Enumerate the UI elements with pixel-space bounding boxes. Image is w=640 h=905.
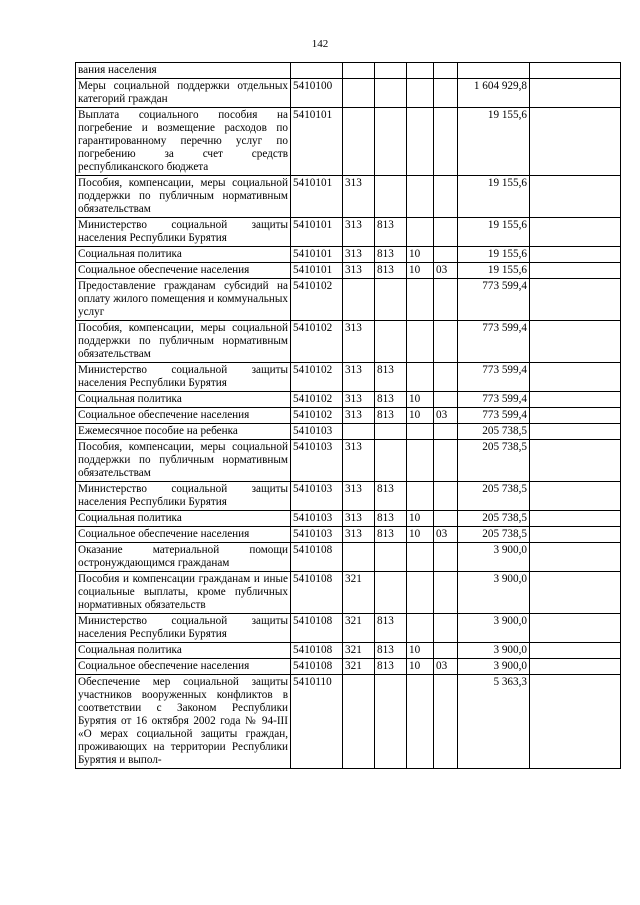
row-name-cell: Ежемесячное пособие на ребенка xyxy=(76,424,291,440)
row-vedomstvo-cell: 813 xyxy=(375,527,407,543)
row-sum-cell: 773 599,4 xyxy=(458,363,530,392)
row-podrazdel-cell xyxy=(434,63,458,79)
row-empty-cell xyxy=(530,63,621,79)
row-name-cell: Социальное обеспечение населения xyxy=(76,263,291,279)
row-sum-cell: 19 155,6 xyxy=(458,108,530,176)
row-name-cell: Пособия, компенсации, меры социальной поддержки по публичным нормативным обязательствам xyxy=(76,176,291,218)
row-group-cell: 313 xyxy=(343,527,375,543)
row-code-cell: 5410103 xyxy=(291,482,343,511)
row-vedomstvo-cell xyxy=(375,279,407,321)
row-sum-cell: 773 599,4 xyxy=(458,392,530,408)
row-empty-cell xyxy=(530,614,621,643)
row-empty-cell xyxy=(530,408,621,424)
row-razdel-cell xyxy=(407,543,434,572)
row-sum-cell: 3 900,0 xyxy=(458,643,530,659)
table-row xyxy=(76,247,621,263)
row-code-cell: 5410110 xyxy=(291,675,343,769)
row-sum-cell: 19 155,6 xyxy=(458,218,530,247)
row-sum-cell: 3 900,0 xyxy=(458,543,530,572)
row-sum-cell: 205 738,5 xyxy=(458,424,530,440)
row-empty-cell xyxy=(530,527,621,543)
row-code-cell: 5410102 xyxy=(291,321,343,363)
row-razdel-cell: 10 xyxy=(407,247,434,263)
row-name-cell: Пособия и компенсации гражданам и иные социальные выплаты, кроме публичных нормативных обязательств xyxy=(76,572,291,614)
row-code-cell xyxy=(291,63,343,79)
table-row xyxy=(76,659,621,675)
row-vedomstvo-cell xyxy=(375,63,407,79)
row-group-cell xyxy=(343,424,375,440)
table-row xyxy=(76,321,621,363)
row-code-cell: 5410101 xyxy=(291,108,343,176)
row-empty-cell xyxy=(530,247,621,263)
row-razdel-cell xyxy=(407,440,434,482)
table-row xyxy=(76,482,621,511)
row-code-cell: 5410101 xyxy=(291,247,343,263)
row-sum-cell: 205 738,5 xyxy=(458,482,530,511)
row-name-cell: Пособия, компенсации, меры социальной поддержки по публичным нормативным обязательствам xyxy=(76,440,291,482)
row-sum-cell: 5 363,3 xyxy=(458,675,530,769)
row-group-cell: 313 xyxy=(343,363,375,392)
row-name-cell: Министерство социальной защиты населения Республики Бурятия xyxy=(76,614,291,643)
row-code-cell: 5410102 xyxy=(291,408,343,424)
table-row xyxy=(76,63,621,79)
row-razdel-cell xyxy=(407,675,434,769)
row-empty-cell xyxy=(530,108,621,176)
row-empty-cell xyxy=(530,440,621,482)
row-vedomstvo-cell: 813 xyxy=(375,482,407,511)
table-row xyxy=(76,511,621,527)
row-vedomstvo-cell xyxy=(375,108,407,176)
row-group-cell xyxy=(343,108,375,176)
row-podrazdel-cell xyxy=(434,675,458,769)
row-empty-cell xyxy=(530,279,621,321)
row-vedomstvo-cell xyxy=(375,675,407,769)
row-name-cell: Министерство социальной защиты населения Республики Бурятия xyxy=(76,482,291,511)
row-podrazdel-cell xyxy=(434,614,458,643)
row-name-cell: Министерство социальной защиты населения Республики Бурятия xyxy=(76,363,291,392)
row-podrazdel-cell xyxy=(434,424,458,440)
row-razdel-cell xyxy=(407,482,434,511)
row-razdel-cell: 10 xyxy=(407,527,434,543)
row-group-cell: 313 xyxy=(343,440,375,482)
row-sum-cell: 773 599,4 xyxy=(458,408,530,424)
row-sum-cell: 205 738,5 xyxy=(458,440,530,482)
row-code-cell: 5410101 xyxy=(291,263,343,279)
row-vedomstvo-cell: 813 xyxy=(375,263,407,279)
row-podrazdel-cell xyxy=(434,643,458,659)
row-podrazdel-cell: 03 xyxy=(434,263,458,279)
row-vedomstvo-cell: 813 xyxy=(375,218,407,247)
row-group-cell: 321 xyxy=(343,643,375,659)
table-row xyxy=(76,408,621,424)
row-razdel-cell: 10 xyxy=(407,659,434,675)
table-row xyxy=(76,643,621,659)
row-podrazdel-cell xyxy=(434,108,458,176)
row-name-cell: Обеспечение мер социальной защиты участников вооруженных конфликтов в соответствии с Законом Республики Бурятия от 16 октября 2002 года № 94-III «О мерах социальной защиты граждан, проживающих на территории Республики Бурятия и выпол- xyxy=(76,675,291,769)
row-podrazdel-cell xyxy=(434,363,458,392)
row-code-cell: 5410108 xyxy=(291,543,343,572)
row-sum-cell: 3 900,0 xyxy=(458,659,530,675)
row-razdel-cell xyxy=(407,176,434,218)
row-empty-cell xyxy=(530,572,621,614)
row-empty-cell xyxy=(530,543,621,572)
row-name-cell: Социальная политика xyxy=(76,392,291,408)
page-number: 142 xyxy=(311,38,329,50)
row-vedomstvo-cell xyxy=(375,79,407,108)
row-group-cell: 313 xyxy=(343,392,375,408)
row-group-cell: 313 xyxy=(343,176,375,218)
row-podrazdel-cell xyxy=(434,482,458,511)
table-row xyxy=(76,392,621,408)
table-row xyxy=(76,218,621,247)
row-vedomstvo-cell xyxy=(375,543,407,572)
row-code-cell: 5410102 xyxy=(291,279,343,321)
row-code-cell: 5410103 xyxy=(291,527,343,543)
row-name-cell: Социальное обеспечение населения xyxy=(76,659,291,675)
row-group-cell xyxy=(343,63,375,79)
row-group-cell: 321 xyxy=(343,572,375,614)
row-empty-cell xyxy=(530,218,621,247)
row-razdel-cell: 10 xyxy=(407,408,434,424)
row-sum-cell xyxy=(458,63,530,79)
row-vedomstvo-cell xyxy=(375,176,407,218)
row-empty-cell xyxy=(530,79,621,108)
row-group-cell xyxy=(343,279,375,321)
row-podrazdel-cell xyxy=(434,440,458,482)
row-code-cell: 5410102 xyxy=(291,363,343,392)
row-code-cell: 5410103 xyxy=(291,424,343,440)
row-razdel-cell: 10 xyxy=(407,511,434,527)
row-name-cell: вания населения xyxy=(76,63,291,79)
row-empty-cell xyxy=(530,424,621,440)
row-vedomstvo-cell: 813 xyxy=(375,392,407,408)
row-group-cell xyxy=(343,543,375,572)
row-empty-cell xyxy=(530,511,621,527)
row-empty-cell xyxy=(530,482,621,511)
row-sum-cell: 19 155,6 xyxy=(458,176,530,218)
row-name-cell: Социальная политика xyxy=(76,511,291,527)
row-empty-cell xyxy=(530,363,621,392)
row-vedomstvo-cell xyxy=(375,424,407,440)
row-razdel-cell xyxy=(407,424,434,440)
row-razdel-cell: 10 xyxy=(407,392,434,408)
row-razdel-cell xyxy=(407,321,434,363)
row-podrazdel-cell xyxy=(434,247,458,263)
row-group-cell: 313 xyxy=(343,247,375,263)
row-razdel-cell xyxy=(407,79,434,108)
row-code-cell: 5410102 xyxy=(291,392,343,408)
row-razdel-cell xyxy=(407,279,434,321)
row-group-cell: 313 xyxy=(343,321,375,363)
row-podrazdel-cell: 03 xyxy=(434,408,458,424)
row-group-cell: 321 xyxy=(343,659,375,675)
row-sum-cell: 205 738,5 xyxy=(458,527,530,543)
row-code-cell: 5410103 xyxy=(291,440,343,482)
row-sum-cell: 19 155,6 xyxy=(458,247,530,263)
row-group-cell: 313 xyxy=(343,263,375,279)
table-row xyxy=(76,572,621,614)
row-podrazdel-cell: 03 xyxy=(434,527,458,543)
table-row xyxy=(76,424,621,440)
row-code-cell: 5410100 xyxy=(291,79,343,108)
row-group-cell: 313 xyxy=(343,482,375,511)
row-podrazdel-cell xyxy=(434,511,458,527)
row-empty-cell xyxy=(530,659,621,675)
row-group-cell: 313 xyxy=(343,408,375,424)
row-group-cell: 313 xyxy=(343,511,375,527)
row-name-cell: Оказание материальной помощи остронуждающимся гражданам xyxy=(76,543,291,572)
table-row xyxy=(76,176,621,218)
row-sum-cell: 205 738,5 xyxy=(458,511,530,527)
row-code-cell: 5410108 xyxy=(291,659,343,675)
table-row xyxy=(76,543,621,572)
row-sum-cell: 19 155,6 xyxy=(458,263,530,279)
row-podrazdel-cell xyxy=(434,279,458,321)
row-name-cell: Министерство социальной защиты населения Республики Бурятия xyxy=(76,218,291,247)
table-row xyxy=(76,675,621,769)
row-sum-cell: 3 900,0 xyxy=(458,614,530,643)
row-vedomstvo-cell xyxy=(375,572,407,614)
row-razdel-cell xyxy=(407,572,434,614)
table-body xyxy=(76,63,621,769)
row-razdel-cell: 10 xyxy=(407,263,434,279)
row-code-cell: 5410108 xyxy=(291,643,343,659)
row-razdel-cell xyxy=(407,63,434,79)
row-sum-cell: 3 900,0 xyxy=(458,572,530,614)
budget-table xyxy=(75,62,621,769)
row-code-cell: 5410108 xyxy=(291,614,343,643)
row-group-cell: 313 xyxy=(343,218,375,247)
row-podrazdel-cell: 03 xyxy=(434,659,458,675)
row-name-cell: Социальная политика xyxy=(76,643,291,659)
table-row xyxy=(76,440,621,482)
row-name-cell: Пособия, компенсации, меры социальной поддержки по публичным нормативным обязательствам xyxy=(76,321,291,363)
row-vedomstvo-cell: 813 xyxy=(375,363,407,392)
row-empty-cell xyxy=(530,321,621,363)
row-podrazdel-cell xyxy=(434,176,458,218)
row-vedomstvo-cell: 813 xyxy=(375,659,407,675)
row-podrazdel-cell xyxy=(434,543,458,572)
row-empty-cell xyxy=(530,643,621,659)
row-name-cell: Выплата социального пособия на погребение и возмещение расходов по гарантированному перечню услуг по погребению за счет средств республиканского бюджета xyxy=(76,108,291,176)
row-empty-cell xyxy=(530,392,621,408)
row-podrazdel-cell xyxy=(434,218,458,247)
row-razdel-cell xyxy=(407,363,434,392)
row-code-cell: 5410101 xyxy=(291,176,343,218)
row-empty-cell xyxy=(530,263,621,279)
row-vedomstvo-cell: 813 xyxy=(375,614,407,643)
row-podrazdel-cell xyxy=(434,392,458,408)
table-row xyxy=(76,263,621,279)
row-sum-cell: 773 599,4 xyxy=(458,279,530,321)
row-code-cell: 5410101 xyxy=(291,218,343,247)
row-razdel-cell xyxy=(407,614,434,643)
row-vedomstvo-cell xyxy=(375,440,407,482)
row-podrazdel-cell xyxy=(434,321,458,363)
row-group-cell xyxy=(343,675,375,769)
row-vedomstvo-cell xyxy=(375,321,407,363)
row-empty-cell xyxy=(530,675,621,769)
table-row xyxy=(76,614,621,643)
row-vedomstvo-cell: 813 xyxy=(375,247,407,263)
row-name-cell: Предоставление гражданам субсидий на оплату жилого помещения и коммунальных услуг xyxy=(76,279,291,321)
row-name-cell: Социальное обеспечение населения xyxy=(76,408,291,424)
row-vedomstvo-cell: 813 xyxy=(375,511,407,527)
row-code-cell: 5410108 xyxy=(291,572,343,614)
row-group-cell xyxy=(343,79,375,108)
row-group-cell: 321 xyxy=(343,614,375,643)
row-razdel-cell: 10 xyxy=(407,643,434,659)
row-podrazdel-cell xyxy=(434,79,458,108)
row-name-cell: Социальная политика xyxy=(76,247,291,263)
row-sum-cell: 773 599,4 xyxy=(458,321,530,363)
table-row xyxy=(76,527,621,543)
row-razdel-cell xyxy=(407,218,434,247)
row-empty-cell xyxy=(530,176,621,218)
row-code-cell: 5410103 xyxy=(291,511,343,527)
row-vedomstvo-cell: 813 xyxy=(375,408,407,424)
table-row xyxy=(76,279,621,321)
row-vedomstvo-cell: 813 xyxy=(375,643,407,659)
row-name-cell: Социальное обеспечение населения xyxy=(76,527,291,543)
table-row xyxy=(76,79,621,108)
row-name-cell: Меры социальной поддержки отдельных категорий граждан xyxy=(76,79,291,108)
row-podrazdel-cell xyxy=(434,572,458,614)
row-razdel-cell xyxy=(407,108,434,176)
table-row xyxy=(76,363,621,392)
table-row xyxy=(76,108,621,176)
row-sum-cell: 1 604 929,8 xyxy=(458,79,530,108)
